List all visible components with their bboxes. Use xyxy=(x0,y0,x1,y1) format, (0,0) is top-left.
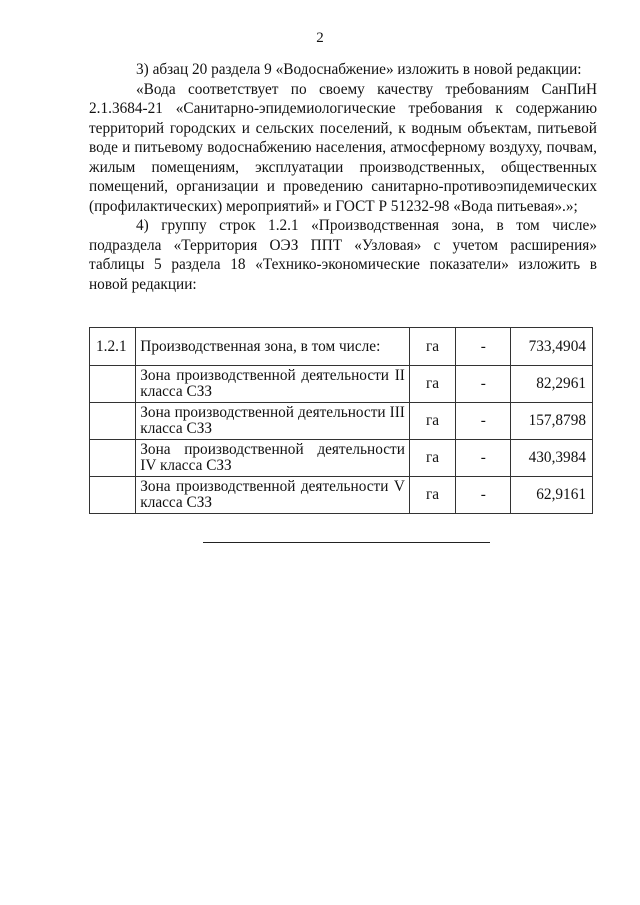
indicators-table xyxy=(89,327,593,514)
row-number xyxy=(90,477,136,514)
row-dash: - xyxy=(456,403,511,440)
row-number xyxy=(90,366,136,403)
paragraph-item-4: 4) группу строк 1.2.1 «Производственная зона, в том числе» подраздела «Территория ОЭЗ ППТ «Узловая» с учетом расширения» таблицы 5 раздела 18 «Технико-экономические показатели» изложить в новой редакции: xyxy=(89,217,597,293)
row-unit: га xyxy=(409,477,455,514)
row-unit: га xyxy=(409,328,455,366)
row-dash: - xyxy=(456,366,511,403)
row-dash: - xyxy=(456,477,511,514)
row-value: 430,3984 xyxy=(511,440,593,477)
row-value: 82,2961 xyxy=(511,366,593,403)
row-number: 1.2.1 xyxy=(90,328,136,366)
row-name: Производственная зона, в том числе: xyxy=(136,328,410,366)
paragraph-item-3: 3) абзац 20 раздела 9 «Водоснабжение» изложить в новой редакции: xyxy=(136,61,582,78)
row-number xyxy=(90,403,136,440)
row-name: Зона производственной деятельности II класса СЗЗ xyxy=(136,366,410,403)
end-divider-line xyxy=(203,542,490,543)
paragraph-water-quality: «Вода соответствует по своему качеству требованиям СанПиН 2.1.3684-21 «Санитарно-эпидемиологические требования к содержанию территорий городских и сельских поселений, к водным объектам, питьевой воде и питьевому водоснабжению населения, атмосферному воздуху, почвам, жилым помещениям, эксплуатации производственных, общественных помещений, организации и проведению санитарно-противоэпидемических (профилактических) мероприятий» и ГОСТ Р 51232-98 «Вода питьевая».»; xyxy=(89,80,597,215)
row-dash: - xyxy=(456,328,511,366)
row-value: 157,8798 xyxy=(511,403,593,440)
row-value: 733,4904 xyxy=(511,328,593,366)
table-row xyxy=(90,440,593,477)
row-unit: га xyxy=(409,403,455,440)
table-row xyxy=(90,328,593,366)
table-row xyxy=(90,477,593,514)
table-row xyxy=(90,403,593,440)
document-body xyxy=(89,60,597,294)
row-unit: га xyxy=(409,366,455,403)
row-name: Зона производственной деятельности IV класса СЗЗ xyxy=(136,440,410,477)
row-name: Зона производственной деятельности V класса СЗЗ xyxy=(136,477,410,514)
row-name: Зона производственной деятельности III класса СЗЗ xyxy=(136,403,410,440)
row-value: 62,9161 xyxy=(511,477,593,514)
row-number xyxy=(90,440,136,477)
row-unit: га xyxy=(409,440,455,477)
page-number: 2 xyxy=(316,30,324,46)
table-row xyxy=(90,366,593,403)
row-dash: - xyxy=(456,440,511,477)
